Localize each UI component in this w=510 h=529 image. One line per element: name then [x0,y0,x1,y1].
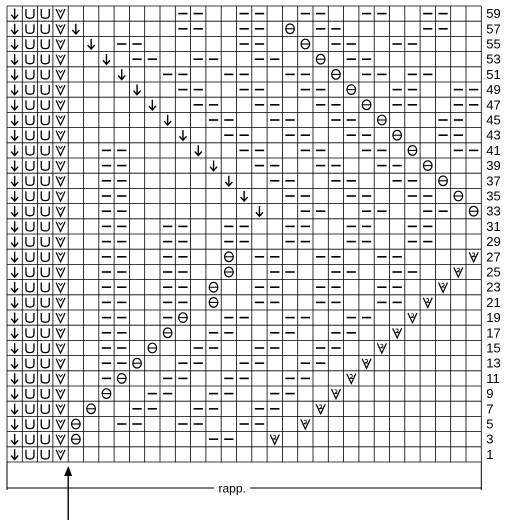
knot-stitch-inner-icon [59,192,63,195]
yarn-over-icon [26,313,34,322]
yarn-over-icon [26,100,34,109]
yarn-over-icon [41,389,49,398]
yarn-over-icon [26,176,34,185]
yarn-over-icon [41,222,49,231]
slip-arrow-icon [11,85,18,95]
slip-arrow-icon [241,191,248,201]
knot-stitch-icon [56,39,65,49]
yarn-over-icon [41,374,49,383]
yarn-over-icon [41,207,49,216]
yarn-over-icon [41,283,49,292]
knot-stitch-inner-icon [59,405,63,408]
knot-stitch-icon [56,252,65,262]
yarn-over-icon [26,435,34,444]
yarn-over-icon [41,70,49,79]
yarn-over-icon [26,343,34,352]
knot-stitch-icon [56,55,65,65]
knot-stitch-inner-icon [59,314,63,317]
yarn-over-icon [26,191,34,200]
knot-stitch-icon [56,267,65,277]
twisted-knot-mark-icon [472,253,476,257]
row-number: 57 [486,21,501,37]
twisted-knot-mark-icon [350,375,354,379]
yarn-over-icon [26,9,34,18]
repeat-label: rapp. [218,481,246,496]
knot-stitch-inner-icon [59,450,63,453]
knot-stitch-icon [56,343,65,353]
yarn-over-icon [41,176,49,185]
yarn-over-icon [26,161,34,170]
knot-stitch-icon [56,237,65,247]
knot-stitch-inner-icon [59,329,63,332]
slip-arrow-icon [11,54,18,64]
yarn-over-icon [41,252,49,261]
knot-stitch-icon [56,374,65,384]
knot-stitch-icon [56,298,65,308]
knot-stitch-icon [56,191,65,201]
knot-stitch-inner-icon [59,359,63,362]
twisted-knot-mark-icon [396,329,400,333]
slip-arrow-icon [11,24,18,34]
start-arrow-head-icon [64,466,72,476]
knot-stitch-inner-icon [59,298,63,301]
yarn-over-icon [26,328,34,337]
slip-arrow-icon [11,313,18,323]
knot-stitch-icon [56,146,65,156]
yarn-over-icon [26,207,34,216]
slip-arrow-icon [103,54,110,64]
knot-stitch-icon [56,24,65,34]
yarn-over-icon [26,374,34,383]
yarn-over-icon [26,359,34,368]
knot-stitch-inner-icon [59,374,63,377]
row-number: 19 [486,310,501,326]
slip-arrow-icon [118,69,125,79]
knot-stitch-inner-icon [59,344,63,347]
slip-arrow-icon [149,100,156,110]
twisted-knot-mark-icon [426,299,430,303]
yarn-over-icon [41,9,49,18]
yarn-over-icon [26,267,34,276]
slip-arrow-icon [11,404,18,414]
knot-stitch-icon [56,161,65,171]
yarn-over-icon [26,222,34,231]
row-number: 43 [486,127,501,143]
yarn-over-icon [41,435,49,444]
row-number: 53 [486,51,501,67]
slip-arrow-icon [11,100,18,110]
row-number: 27 [486,249,501,265]
row-number: 17 [486,325,501,341]
slip-arrow-icon [11,252,18,262]
row-number: 59 [486,6,501,22]
twisted-knot-mark-icon [334,390,338,394]
yarn-over-icon [26,450,34,459]
twisted-knot-mark-icon [380,344,384,348]
knot-stitch-icon [56,207,65,217]
row-number: 23 [486,279,501,295]
slip-arrow-icon [11,282,18,292]
yarn-over-icon [41,328,49,337]
knot-stitch-inner-icon [59,222,63,225]
row-number: 9 [486,386,494,402]
knot-stitch-inner-icon [59,253,63,256]
yarn-over-icon [41,39,49,48]
twisted-knot-mark-icon [442,283,446,287]
slip-arrow-icon [11,69,18,79]
row-number: 37 [486,173,501,189]
knot-stitch-icon [56,359,65,369]
knot-stitch-icon [56,313,65,323]
twisted-knot-mark-icon [304,420,308,424]
slip-arrow-icon [179,130,186,140]
yarn-over-icon [26,55,34,64]
slip-arrow-icon [134,85,141,95]
yarn-over-icon [41,131,49,140]
row-number: 39 [486,158,501,174]
knot-stitch-icon [56,450,65,460]
knot-stitch-inner-icon [59,390,63,393]
slip-arrow-icon [11,373,18,383]
knot-stitch-inner-icon [59,40,63,43]
slip-arrow-icon [195,145,202,155]
twisted-knot-mark-icon [411,314,415,318]
knot-stitch-inner-icon [59,86,63,89]
slip-arrow-icon [11,358,18,368]
slip-arrow-icon [11,221,18,231]
yarn-over-icon [26,252,34,261]
yarn-over-icon [41,267,49,276]
yarn-over-icon [26,298,34,307]
row-number: 3 [486,431,494,447]
knot-stitch-icon [56,222,65,232]
yarn-over-icon [41,313,49,322]
yarn-over-icon [41,161,49,170]
row-number: 45 [486,112,501,128]
slip-arrow-icon [11,343,18,353]
yarn-over-icon [26,404,34,413]
yarn-over-icon [41,85,49,94]
row-number: 21 [486,294,501,310]
yarn-over-icon [41,359,49,368]
yarn-over-icon [41,298,49,307]
yarn-over-icon [41,450,49,459]
slip-arrow-icon [11,267,18,277]
knot-stitch-icon [56,100,65,110]
row-number: 49 [486,82,501,98]
yarn-over-icon [26,85,34,94]
yarn-over-icon [26,419,34,428]
knot-stitch-inner-icon [59,116,63,119]
slip-arrow-icon [225,176,232,186]
row-number: 29 [486,234,501,250]
slip-arrow-icon [11,297,18,307]
row-number: 11 [486,370,500,386]
slip-arrow-icon [11,419,18,429]
slip-arrow-icon [11,328,18,338]
knot-stitch-inner-icon [59,238,63,241]
yarn-over-icon [41,404,49,413]
row-number: 55 [486,36,501,52]
knot-stitch-icon [56,85,65,95]
slip-arrow-icon [11,39,18,49]
knot-stitch-inner-icon [59,10,63,13]
knot-stitch-icon [56,70,65,80]
yarn-over-icon [41,55,49,64]
row-number: 1 [486,446,494,462]
yarn-over-icon [26,39,34,48]
slip-arrow-icon [11,130,18,140]
yarn-over-icon [26,237,34,246]
yarn-over-icon [26,131,34,140]
slip-arrow-icon [11,145,18,155]
knot-stitch-icon [56,9,65,19]
knot-stitch-icon [56,115,65,125]
knot-stitch-inner-icon [59,70,63,73]
slip-arrow-icon [11,9,18,19]
slip-arrow-icon [11,191,18,201]
knot-stitch-inner-icon [59,207,63,210]
yarn-over-icon [26,146,34,155]
knot-stitch-icon [56,283,65,293]
yarn-over-icon [26,283,34,292]
slip-arrow-icon [11,115,18,125]
row-number: 31 [486,218,501,234]
slip-arrow-icon [164,115,171,125]
slip-arrow-icon [11,237,18,247]
knot-stitch-inner-icon [59,435,63,438]
yarn-over-icon [26,389,34,398]
yarn-over-icon [26,24,34,33]
slip-arrow-icon [11,161,18,171]
yarn-over-icon [41,115,49,124]
yarn-over-icon [41,100,49,109]
knot-stitch-inner-icon [59,55,63,58]
row-number: 51 [486,66,501,82]
twisted-knot-mark-icon [319,405,323,409]
knot-stitch-inner-icon [59,162,63,165]
row-number: 15 [486,340,501,356]
twisted-knot-mark-icon [457,268,461,272]
yarn-over-icon [26,70,34,79]
knot-stitch-inner-icon [59,131,63,134]
row-number: 41 [486,142,501,158]
knot-stitch-inner-icon [59,177,63,180]
slip-arrow-icon [11,434,18,444]
knot-stitch-icon [56,435,65,445]
knot-stitch-icon [56,176,65,186]
twisted-knot-mark-icon [273,435,277,439]
yarn-over-icon [41,146,49,155]
row-number: 47 [486,97,501,113]
slip-arrow-icon [11,389,18,399]
knot-stitch-icon [56,419,65,429]
slip-arrow-icon [11,176,18,186]
slip-arrow-icon [72,24,79,34]
slip-arrow-icon [11,206,18,216]
knot-stitch-icon [56,328,65,338]
knot-stitch-icon [56,131,65,141]
row-number: 13 [486,355,501,371]
row-number: 25 [486,264,501,280]
row-number: 5 [486,416,494,432]
slip-arrow-icon [11,449,18,459]
knot-stitch-icon [56,404,65,414]
knot-stitch-inner-icon [59,420,63,423]
yarn-over-icon [41,24,49,33]
slip-arrow-icon [88,39,95,49]
row-number: 7 [486,401,494,417]
yarn-over-icon [41,191,49,200]
twisted-knot-mark-icon [365,359,369,363]
yarn-over-icon [41,237,49,246]
row-number: 35 [486,188,501,204]
knot-stitch-icon [56,389,65,399]
knot-stitch-inner-icon [59,25,63,28]
slip-arrow-icon [256,206,263,216]
knot-stitch-inner-icon [59,283,63,286]
knot-stitch-inner-icon [59,146,63,149]
slip-arrow-icon [210,161,217,171]
row-number: 33 [486,203,501,219]
yarn-over-icon [41,419,49,428]
yarn-over-icon [41,343,49,352]
yarn-over-icon [26,115,34,124]
knot-stitch-inner-icon [59,101,63,104]
knot-stitch-inner-icon [59,268,63,271]
